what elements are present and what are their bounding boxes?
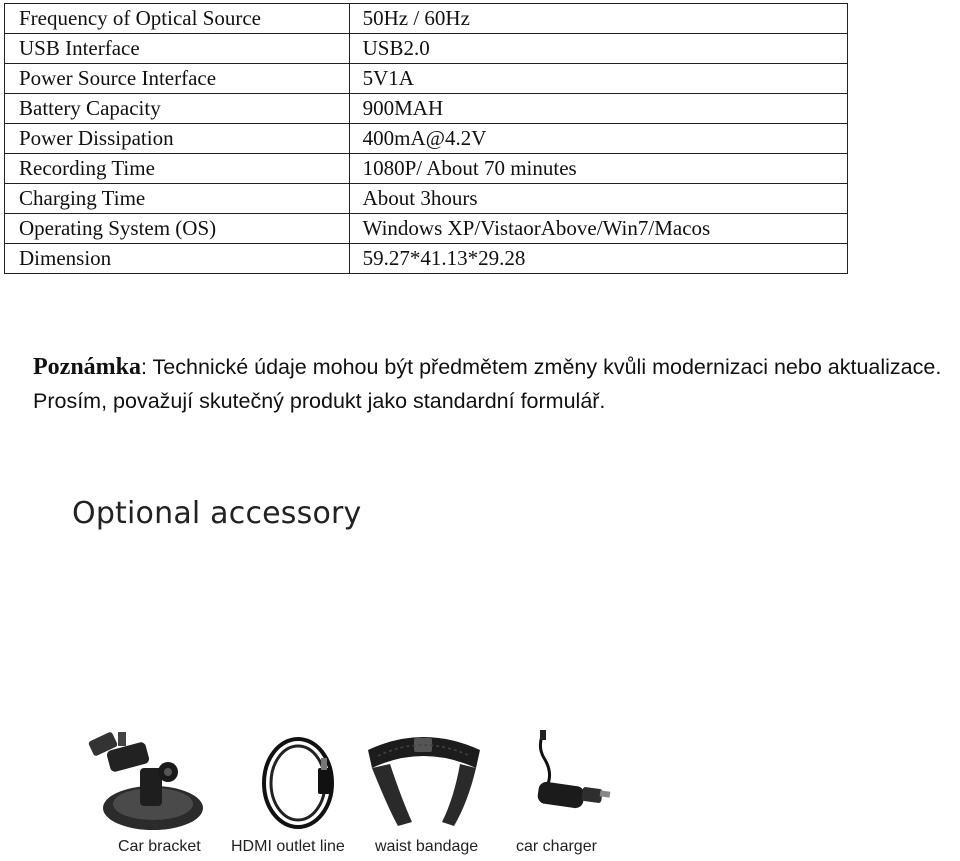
spec-label: Dimension	[5, 244, 350, 274]
spec-value: 59.27*41.13*29.28	[349, 244, 847, 274]
spec-label: USB Interface	[5, 34, 350, 64]
spec-value: USB2.0	[349, 34, 847, 64]
spec-value: 5V1A	[349, 64, 847, 94]
spec-table	[4, 3, 848, 274]
spec-value: 400mA@4.2V	[349, 124, 847, 154]
spec-label: Power Dissipation	[5, 124, 350, 154]
spec-label: Operating System (OS)	[5, 214, 350, 244]
spec-value: 1080P/ About 70 minutes	[349, 154, 847, 184]
table-row	[5, 244, 848, 274]
table-row	[5, 64, 848, 94]
accessory-label: HDMI outlet line	[231, 838, 345, 855]
table-row	[5, 34, 848, 64]
spec-value: 50Hz / 60Hz	[349, 4, 847, 34]
table-row	[5, 4, 848, 34]
table-row	[5, 214, 848, 244]
table-row	[5, 184, 848, 214]
car-bracket-icon	[78, 728, 208, 833]
accessory-label: waist bandage	[375, 838, 479, 855]
table-row	[5, 154, 848, 184]
note-text: : Technické údaje mohou být předmětem změny kvůli modernizaci nebo aktualizace. Prosím, považují skutečný produkt jako standardní formulář.	[33, 355, 942, 413]
accessory-label: car charger	[516, 838, 597, 855]
table-row	[5, 124, 848, 154]
spec-label: Battery Capacity	[5, 94, 350, 124]
spec-value: Windows XP/VistaorAbove/Win7/Macos	[349, 214, 847, 244]
accessory-label: Car bracket	[118, 838, 201, 855]
spec-value: 900MAH	[349, 94, 847, 124]
waist-strap-icon	[358, 728, 488, 833]
spec-label: Power Source Interface	[5, 64, 350, 94]
table-row	[5, 94, 848, 124]
accessory-heading: Optional accessory	[72, 496, 362, 531]
spec-label: Charging Time	[5, 184, 350, 214]
spec-value: About 3hours	[349, 184, 847, 214]
spec-label: Frequency of Optical Source	[5, 4, 350, 34]
spec-label: Recording Time	[5, 154, 350, 184]
hdmi-cable-icon	[248, 728, 348, 833]
note-lead: Poznámka	[33, 354, 141, 380]
car-charger-icon	[508, 728, 618, 833]
note-paragraph	[33, 350, 958, 418]
